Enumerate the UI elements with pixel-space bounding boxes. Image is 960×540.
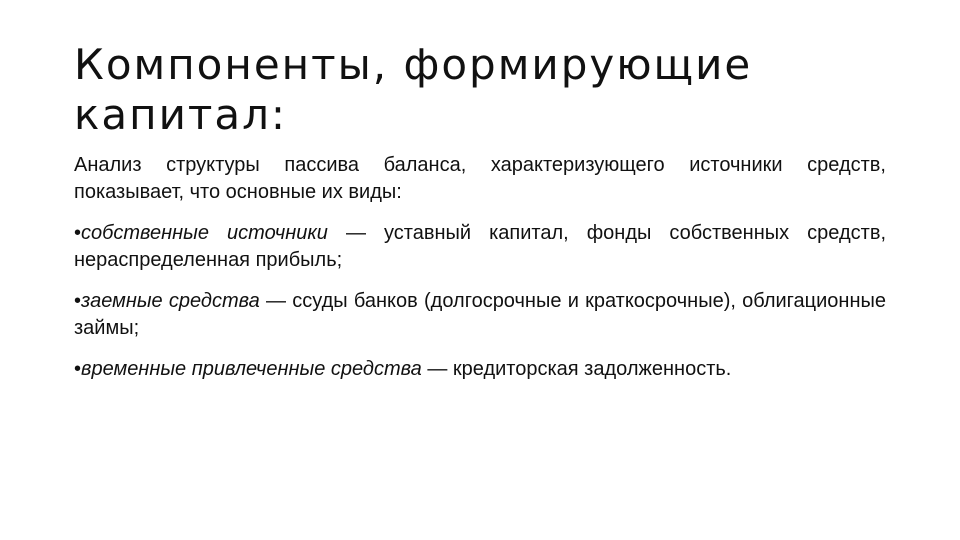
bullet-mark: •	[74, 290, 82, 312]
bullet-text: — уставный капитал, фонды собственных средств, нераспределенная прибыль;	[74, 222, 887, 271]
bullet-term: собственные источники	[81, 222, 328, 244]
bullet-text: — ссуды банков (долгосрочные и краткосрочные), облигационные займы;	[74, 290, 886, 339]
intro-paragraph: Анализ структуры пассива баланса, характеризующего источники средств, показывает, что основные их виды:	[74, 154, 886, 203]
slide-body	[74, 152, 886, 397]
bullet-item	[74, 288, 886, 342]
bullet-term: заемные средства	[81, 290, 260, 312]
bullet-item	[74, 356, 886, 383]
bullet-mark: •	[74, 358, 82, 380]
slide-title: Компоненты, формирующие капитал:	[74, 40, 753, 139]
bullet-text: — кредиторская задолженность.	[421, 358, 732, 380]
bullet-term: временные привлеченные средства	[81, 358, 422, 380]
bullet-mark: •	[74, 222, 82, 244]
bullet-item	[74, 220, 886, 274]
